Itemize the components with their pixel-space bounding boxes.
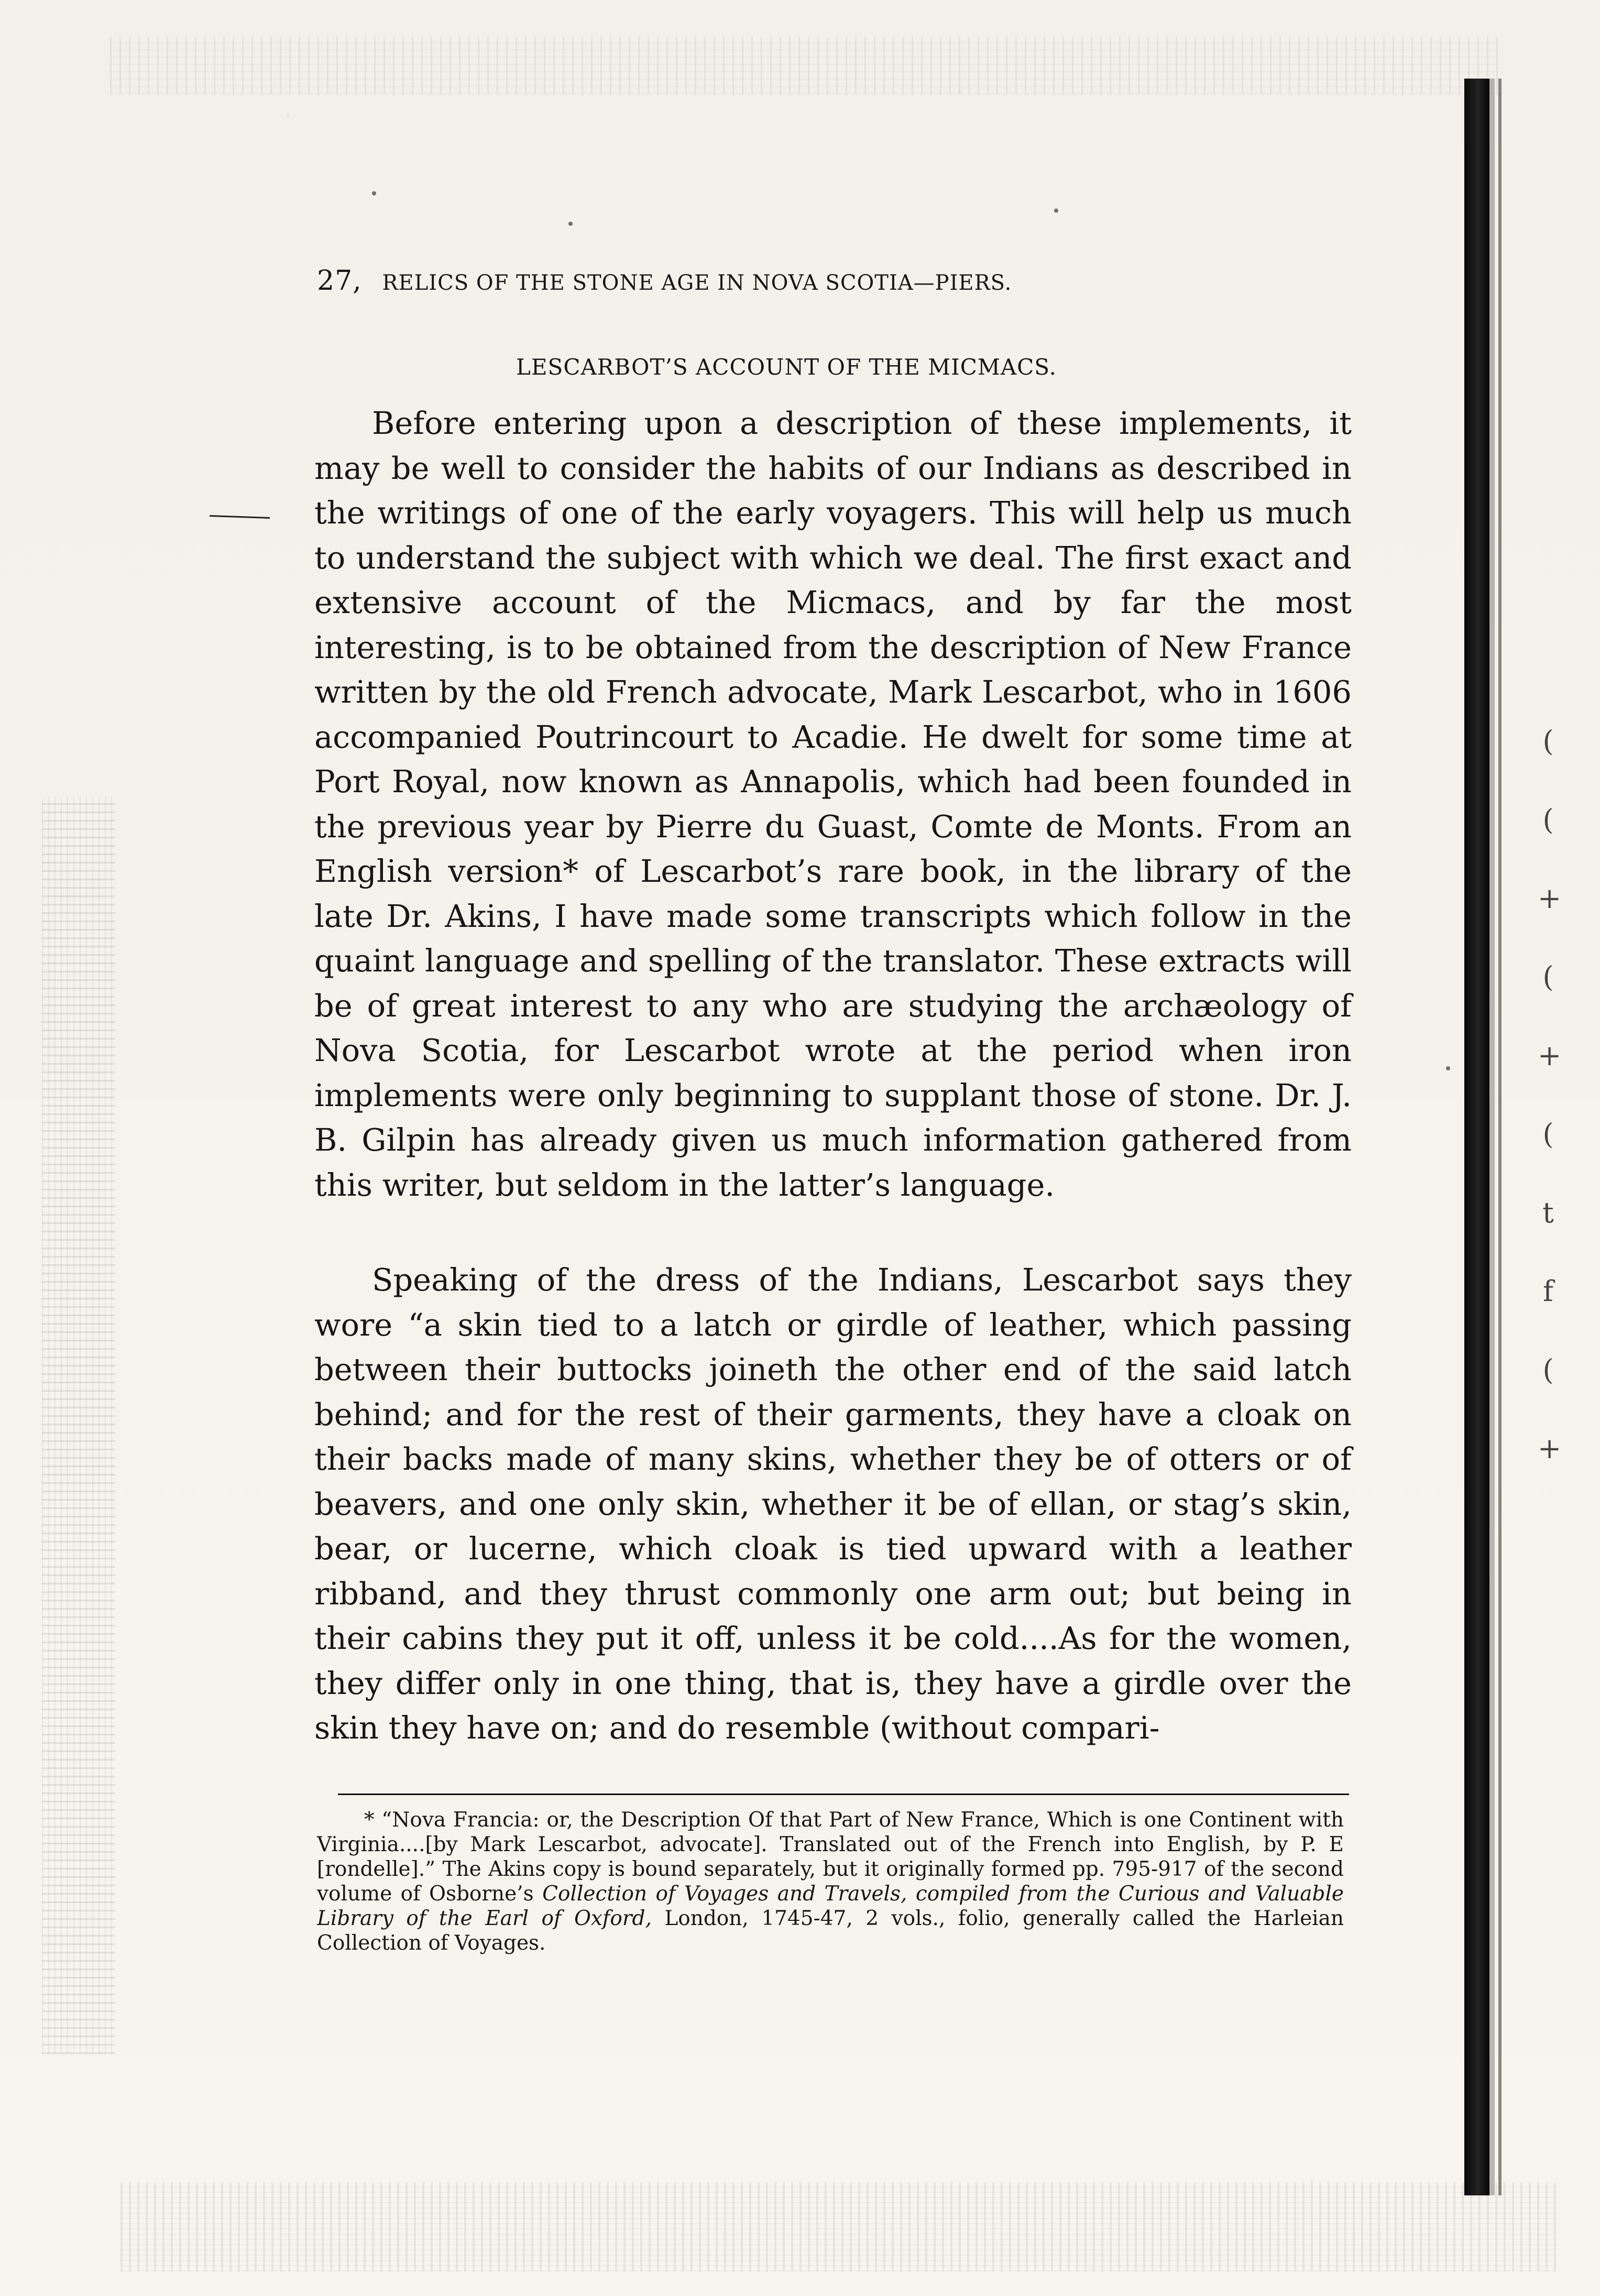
footnote-text [317,1808,1344,1955]
bottom-scan-noise [120,2182,1556,2271]
right-mark: f [1543,1275,1553,1308]
footnote-part-1: * “Nova Francia: or, the Description Of that Part of New France, Which is one Continent with Virginia....[by Mark Lescarbot, advocate]. Translated out of the French into English, by P. E [rondelle].” The Akins copy is bound separately, but it originally formed pp. 795-917 of the second volume of Osborne’s [317,1808,1344,1906]
right-mark: + [1538,1039,1562,1072]
right-mark: ( [1542,1118,1554,1151]
scan-speck [568,222,573,226]
right-mark: + [1538,882,1562,915]
paragraph-text: Before entering upon a description of these implements, it may be well to consider the habits of our Indians as described in the writings of one of the early voyagers. This will help us much to understand the subject with which we deal. The first exact and extensive account of the Micmacs, and by far the most interesting, is to be obtained from the description of New France written by the old French advocate, Mark Lescarbot, who in 1606 accompanied Poutrincourt to Acadie. He dwelt for some time at Port Royal, now known as Annapolis, which had been founded in the previous year by Pierre du Guast, Comte de Monts. From an English version* of Lescarbot’s rare book, in the library of the late Dr. Akins, I have made some transcripts which follow in the quaint language and spelling of the translator. These extracts will be of great interest to any who are studying the archæology of Nova Scotia, for Lescarbot wrote at the period when iron implements were only beginning to supplant those of stone. Dr. J. B. Gilpin has already given us much information gathered from this writer, but seldom in the latter’s language. [314,405,1352,1203]
right-mark: ( [1542,960,1554,993]
paragraph-text: Speaking of the dress of the Indians, Lescarbot says they wore “a skin tied to a latch or girdle of leather, which passing between their buttocks joineth the other end of the said latch behind; and for the rest of their garments, they have a cloak on their backs made of many skins, whether they be of otters or of beavers, and one only skin, whether it be of ellan, or stag’s skin, bear, or lucerne, which cloak is tied upward with a leather ribband, and they thrust commonly one arm out; but being in their cabins they put it off, unless it be cold....As for the women, they differ only in one thing, that is, they have a girdle over the skin they have on; and do resemble (without compari- [314,1262,1352,1746]
footnote-rule [338,1794,1349,1795]
scan-speck [1054,209,1058,213]
right-mark: ( [1542,725,1554,758]
scan-speck [372,191,376,195]
footnote-italic-title: Collection of Voyages and Travels, compiled from the Curious and Valuable Library of the Earl of Oxford, [317,1882,1344,1930]
right-binding-shadow [1464,79,1489,2195]
body-paragraph-2 [314,1258,1352,1751]
running-header [317,265,1339,302]
right-mark: t [1542,1196,1554,1229]
running-title: RELICS OF THE STONE AGE IN NOVA SCOTIA—PIERS. [382,271,1012,295]
left-margin-scan-noise [42,796,115,2054]
top-scan-noise [110,37,1498,94]
right-mark: ( [1542,803,1554,836]
right-edge-marks [1538,702,1562,1897]
right-binding-line [1498,79,1502,2195]
section-title: LESCARBOT’S ACCOUNT OF THE MICMACS. [516,354,1057,380]
footnote-part-2: London, 1745-47, 2 vols., folio, generally called the Harleian Collection of Voyages. [317,1907,1344,1955]
footnote [317,1808,1344,1955]
body-paragraph-1 [314,401,1352,1207]
right-mark: + [1538,1432,1562,1465]
right-mark: ( [1542,1353,1554,1386]
margin-dash-mark [210,515,270,519]
page-number: 27, [317,265,362,297]
scan-speck [1446,1066,1450,1070]
